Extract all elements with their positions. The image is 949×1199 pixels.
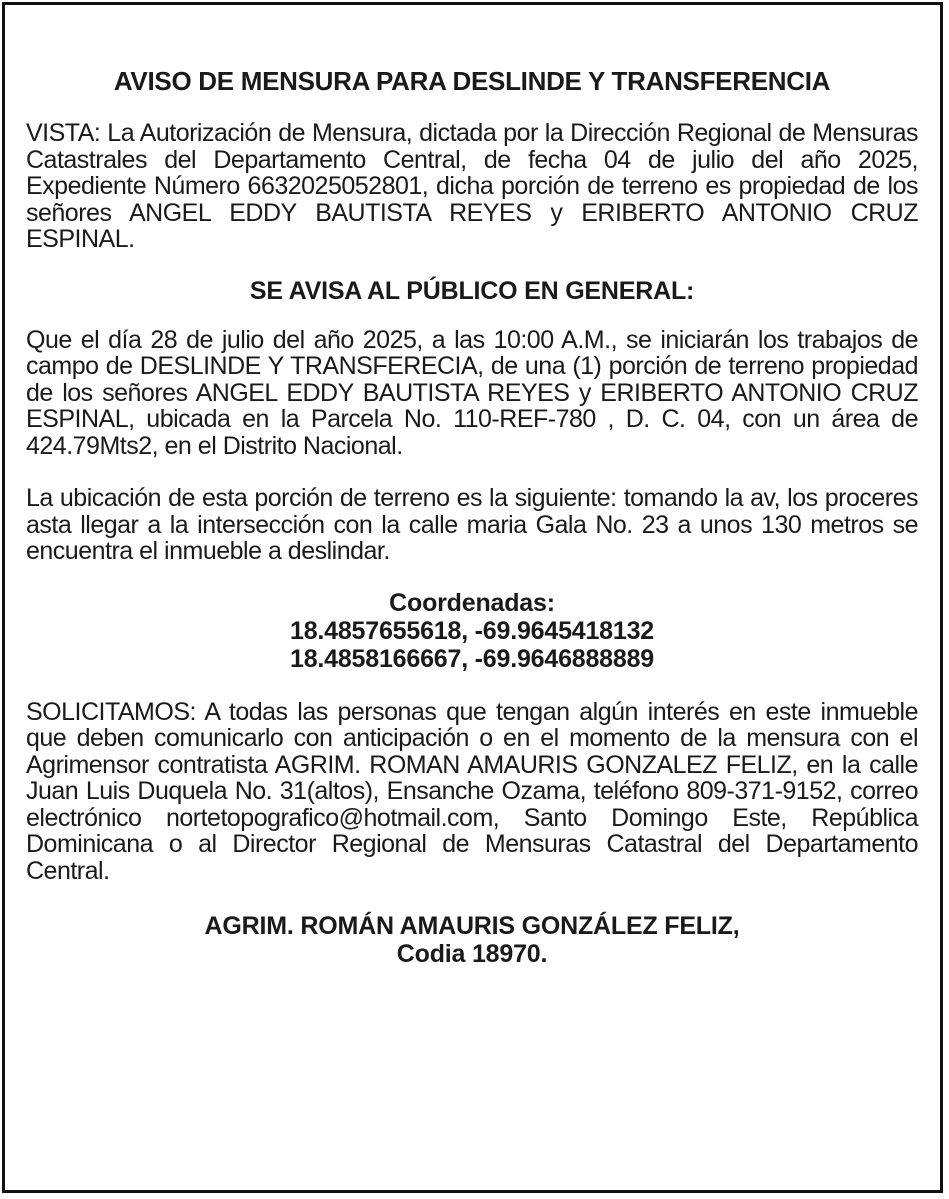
request-paragraph: SOLICITAMOS: A todas las personas que tengan algún interés en este inmueble que deben comunicarlo con anticipación o en el momento de la mensura con el Agrimensor contratista AGRIM. ROMAN AMAURIS GONZALEZ FELIZ, en la calle Juan Luis Duquela No. 31(altos), Ensanche Ozama, teléfono 809-371-9152, correo electrónico nortetopografico@hotmail.com, Santo Domingo Este, República Dominicana o al Director Regional de Mensuras Catastral del Departamento Central. bbox=[26, 697, 918, 885]
signature-codia: Codia 18970. bbox=[396, 940, 548, 968]
coordinates-block bbox=[26, 589, 918, 673]
coordinate-point: 18.4858166667, -69.9646888889 bbox=[290, 644, 654, 673]
work-paragraph: Que el día 28 de julio del año 2025, a las 10:00 A.M., se iniciarán los trabajos de campo de DESLINDE Y TRANSFERECIA, de una (1) porción de terreno propiedad de los señores ANGEL EDDY BAUTISTA REYES y ERIBERTO ANTONIO CRUZ ESPINAL, ubicada en la Parcela No. 110-REF-780 , D. C. 04, con un área de 424.79Mts2, en el Distrito Nacional. bbox=[26, 325, 918, 460]
signature-block bbox=[26, 912, 918, 968]
notice-title: AVISO DE MENSURA PARA DESLINDE Y TRANSFERENCIA bbox=[113, 66, 831, 96]
location-paragraph: La ubicación de esta porción de terreno es la siguiente: tomando la av, los proceres asta llegar a la intersección con la calle maria Gala No. 23 a unos 130 metros se encuentra el inmueble a deslindar. bbox=[26, 484, 918, 565]
notice-content bbox=[26, 64, 918, 968]
vista-paragraph: VISTA: La Autorización de Mensura, dictada por la Dirección Regional de Mensuras Catastrales del Departamento Central, de fecha 04 de julio del año 2025, Expediente Número 6632025052801, dicha porción de terreno es propiedad de los señores ANGEL EDDY BAUTISTA REYES y ERIBERTO ANTONIO CRUZ ESPINAL. bbox=[26, 119, 918, 253]
public-notice-heading: SE AVISA AL PÚBLICO EN GENERAL: bbox=[249, 276, 695, 305]
coordinate-point: 18.4857655618, -69.9645418132 bbox=[290, 616, 654, 645]
coordinates-heading: Coordenadas: bbox=[389, 588, 555, 617]
signature-name: AGRIM. ROMÁN AMAURIS GONZÁLEZ FELIZ, bbox=[204, 912, 740, 940]
